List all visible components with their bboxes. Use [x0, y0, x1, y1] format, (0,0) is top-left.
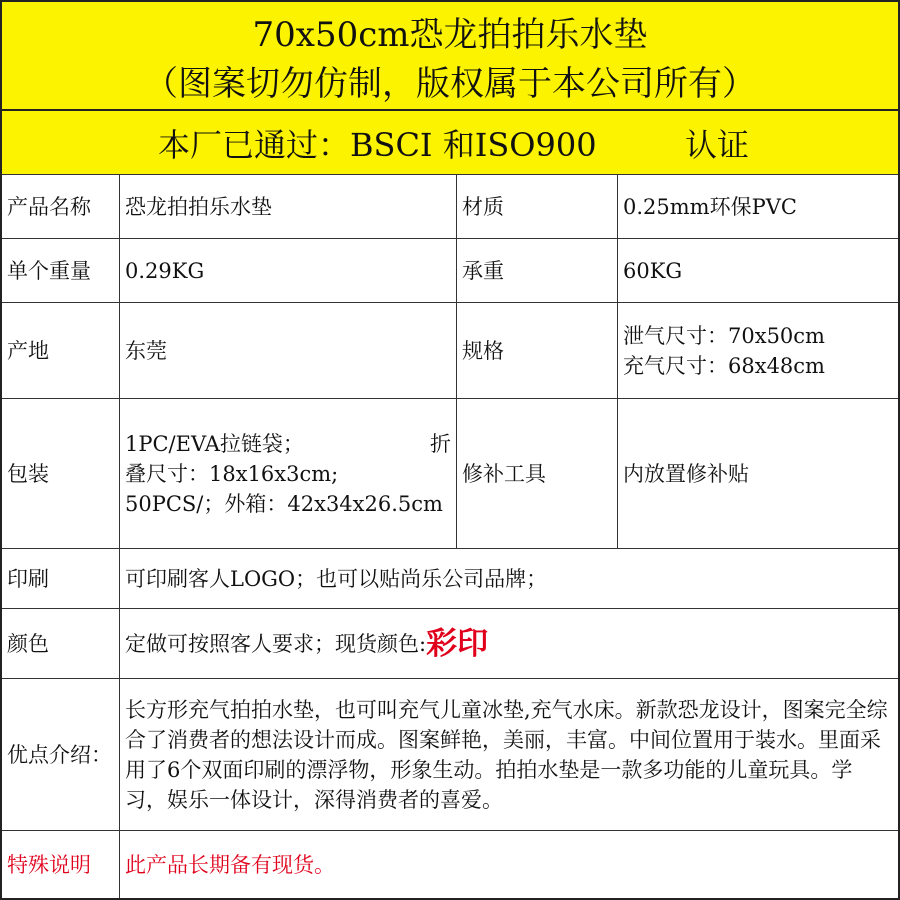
- packaging-line-1: 1PC/EVA拉链袋； 折: [125, 431, 451, 456]
- label-printing: 印刷: [2, 548, 119, 608]
- value-origin: 东莞: [119, 302, 456, 398]
- value-product-name: 恐龙拍拍乐水垫: [119, 174, 456, 238]
- value-load: 60KG: [617, 238, 898, 302]
- value-printing: 可印刷客人LOGO；也可以贴尚乐公司品牌；: [119, 548, 898, 608]
- value-advantages: 长方形充气拍拍水垫，也可叫充气儿童冰垫,充气水床。新款恐龙设计，图案完全综合了消费者的想法设计而成。图案鲜艳，美丽，丰富。中间位置用于装水。里面采用了6个双面印刷的漂浮物，形象生动。拍拍水垫是一款多功能的儿童玩具。学习，娱乐一体设计，深得消费者的喜爱。: [119, 678, 898, 830]
- spec-table: [0, 174, 900, 900]
- value-packaging: [119, 398, 456, 548]
- label-unit-weight: 单个重量: [2, 238, 119, 302]
- spec-deflated: 泄气尺寸：70x50cm: [623, 323, 825, 348]
- value-color: 定做可按照客人要求；现货颜色: 彩印: [119, 608, 898, 678]
- value-special-note: 此产品长期备有现货。: [119, 830, 898, 898]
- label-spec: 规格: [456, 302, 617, 398]
- header-banner: [0, 0, 900, 174]
- label-product-name: 产品名称: [2, 174, 119, 238]
- value-unit-weight: 0.29KG: [119, 238, 456, 302]
- label-color: 颜色: [2, 608, 119, 678]
- label-packaging: 包装: [2, 398, 119, 548]
- copyright-notice: （图案切勿仿制，版权属于本公司所有）: [144, 64, 756, 104]
- packaging-line-3: 50PCS/；外箱：42x34x26.5cm: [125, 491, 443, 516]
- label-material: 材质: [456, 174, 617, 238]
- label-load: 承重: [456, 238, 617, 302]
- certification-line: [2, 122, 898, 168]
- label-repair: 修补工具: [456, 398, 617, 548]
- value-repair: 内放置修补贴: [617, 398, 898, 548]
- packaging-line-2: 叠尺寸：18x16x3cm;: [125, 461, 339, 486]
- certification-suffix: 认证: [685, 126, 750, 164]
- value-material: 0.25mm环保PVC: [617, 174, 898, 238]
- label-advantages: 优点介绍：: [2, 678, 119, 830]
- title-block: [2, 2, 898, 111]
- product-title: 70x50cm恐龙拍拍乐水垫: [252, 15, 648, 55]
- color-highlight: 彩印: [426, 625, 489, 662]
- label-special-note: 特殊说明: [2, 830, 119, 898]
- certification-text: 本厂已通过：BSCI 和ISO900: [158, 126, 597, 164]
- label-origin: 产地: [2, 302, 119, 398]
- value-spec: [617, 302, 898, 398]
- spec-inflated: 充气尺寸：68x48cm: [623, 353, 825, 378]
